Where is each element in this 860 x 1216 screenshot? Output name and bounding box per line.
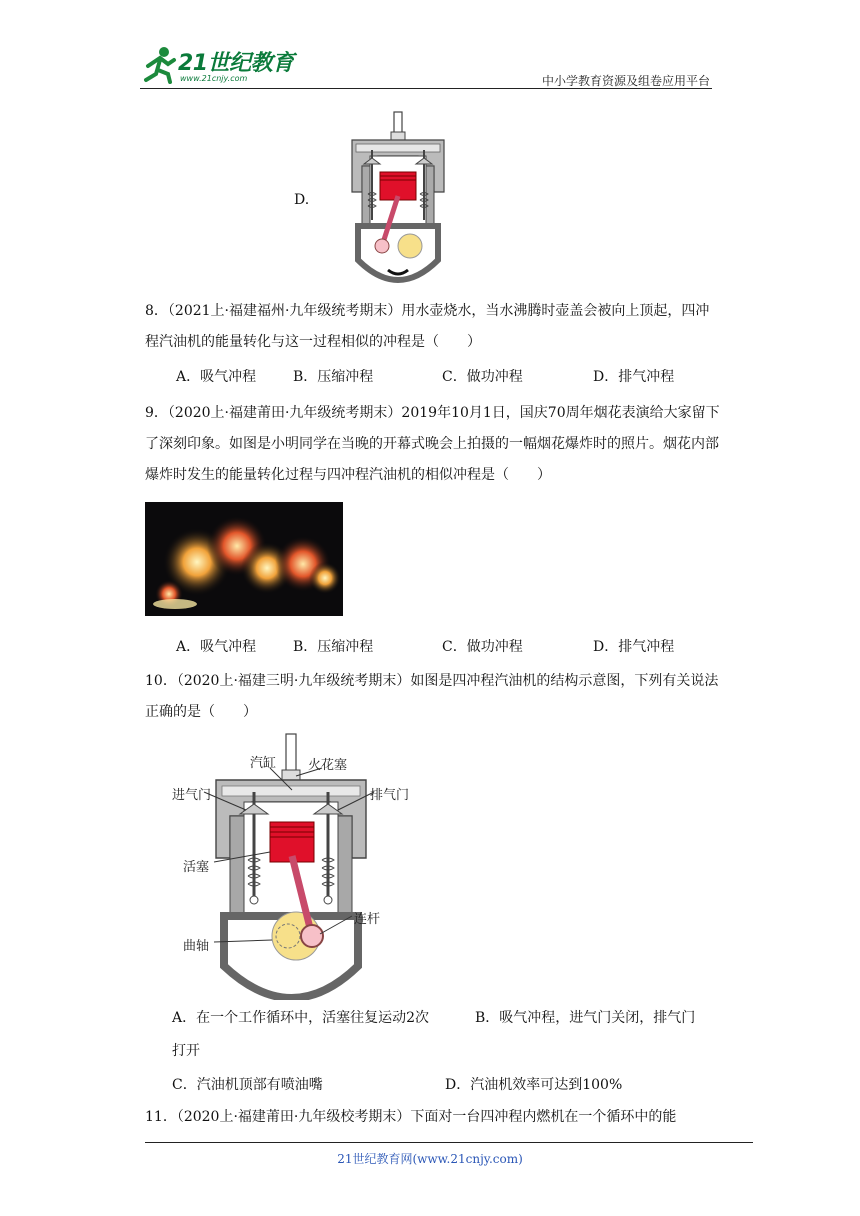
q7-option-d-label: D. <box>294 192 310 208</box>
label-connecting-rod: 连杆 <box>354 912 381 927</box>
q10-option-a: A．在一个工作循环中，活塞往复运动2次 <box>172 1010 430 1026</box>
q9-option-a: A．吸气冲程 <box>176 639 257 655</box>
label-piston: 活塞 <box>183 860 210 875</box>
q9-option-c: C．做功冲程 <box>442 639 523 655</box>
label-intake-valve: 进气门 <box>172 788 212 803</box>
q8-option-a: A．吸气冲程 <box>176 369 257 385</box>
q10-option-b-continued: 打开 <box>172 1043 200 1059</box>
q10-option-d: D．汽油机效率可达到100% <box>445 1077 623 1093</box>
q7-engine-diagram <box>348 110 448 288</box>
header-platform-text: 中小学教育资源及组卷应用平台 <box>541 74 710 88</box>
q8-option-c: C．做功冲程 <box>442 369 523 385</box>
label-spark-plug: 火花塞 <box>308 758 348 773</box>
q9-option-d: D．排气冲程 <box>593 639 675 655</box>
q9-option-b: B．压缩冲程 <box>293 639 374 655</box>
question-8-text: 8．（2021上·福建福州·九年级统考期末）用水壶烧水，当水沸腾时壶盖会被向上顶起，四冲程汽油机的能量转化与这一过程相似的冲程是（ ） <box>145 303 710 350</box>
runner-logo-icon <box>140 44 180 84</box>
footer-link[interactable]: 21世纪教育网(www.21cnjy.com) <box>337 1152 523 1166</box>
fireworks-photo <box>145 502 343 616</box>
site-logo <box>140 44 310 88</box>
label-exhaust-valve: 排气门 <box>370 788 410 803</box>
q8-option-d: D．排气冲程 <box>593 369 675 385</box>
q10-option-b: B．吸气冲程，进气门关闭，排气门 <box>475 1010 696 1026</box>
logo-url: www.21cnjy.com <box>180 74 248 83</box>
header-divider <box>140 88 712 89</box>
question-11-text: 11．（2020上·福建莆田·九年级校考期末）下面对一台四冲程内燃机在一个循环中的能 <box>145 1109 677 1125</box>
logo-text: 21世纪教育 <box>178 51 294 76</box>
label-cylinder: 汽缸 <box>250 756 277 771</box>
label-crankshaft: 曲轴 <box>183 939 210 954</box>
question-9-text: 9．（2020上·福建莆田·九年级统考期末）2019年10月1日，国庆70周年烟花表演给大家留下了深刻印象。如图是小明同学在当晚的开幕式晚会上拍摄的一幅烟花爆炸时的照片。烟花内部爆炸时发生的能量转化过程与四冲程汽油机的相似冲程是（ ） <box>145 405 720 483</box>
question-10-text: 10．（2020上·福建三明·九年级统考期末）如图是四冲程汽油机的结构示意图，下列有关说法正确的是（ ） <box>145 673 719 720</box>
q8-option-b: B．压缩冲程 <box>293 369 374 385</box>
footer-divider <box>145 1142 753 1143</box>
q10-option-c: C．汽油机顶部有喷油嘴 <box>172 1077 323 1093</box>
